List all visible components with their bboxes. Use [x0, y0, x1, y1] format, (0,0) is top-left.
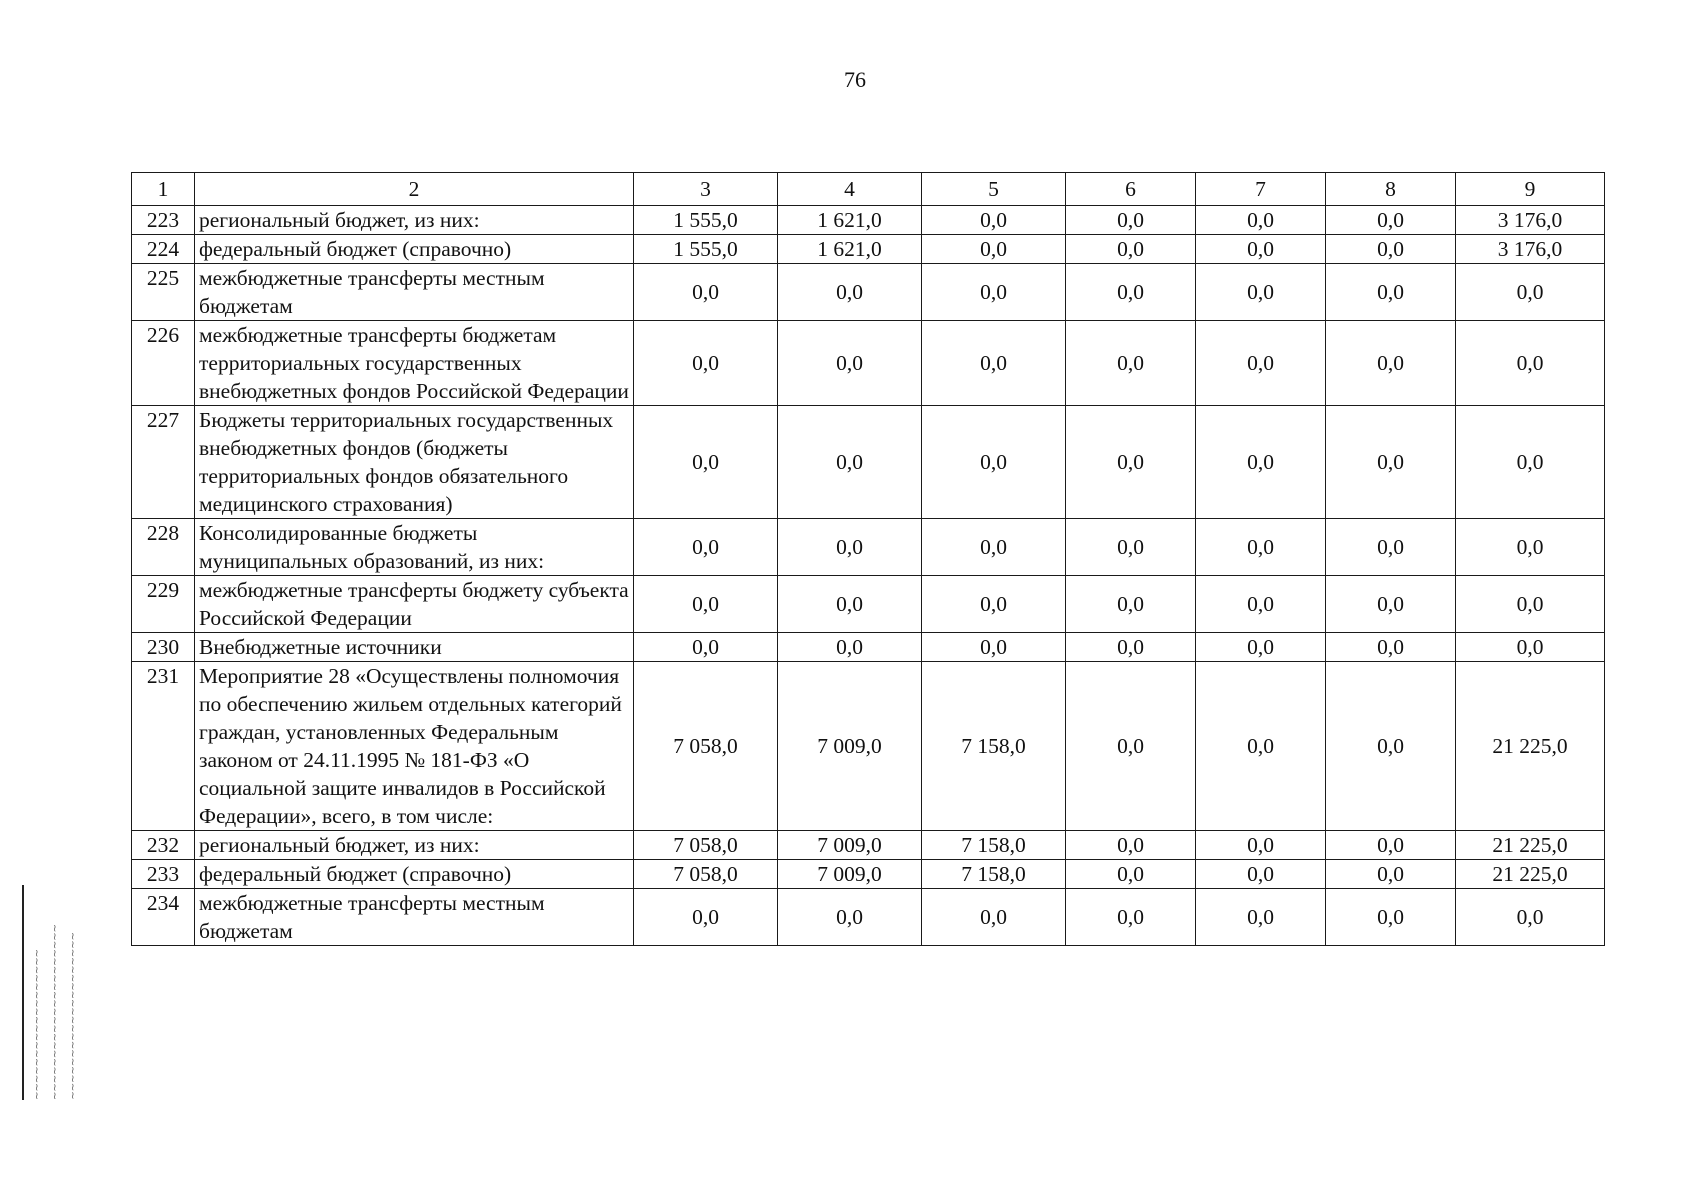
value-cell: 7 158,0 [922, 662, 1066, 831]
row-name-cell: федеральный бюджет (справочно) [195, 235, 634, 264]
value-cell: 0,0 [1196, 406, 1326, 519]
row-name-cell: межбюджетные трансферты бюджетам территориальных государственных внебюджетных фондов Российской Федерации [195, 321, 634, 406]
value-cell: 0,0 [778, 576, 922, 633]
table-header-row [132, 173, 1605, 206]
row-number-cell: 234 [132, 889, 195, 946]
value-cell: 0,0 [1196, 519, 1326, 576]
column-header: 6 [1066, 173, 1196, 206]
value-cell: 0,0 [1456, 633, 1605, 662]
value-cell: 0,0 [922, 406, 1066, 519]
value-cell: 0,0 [1326, 831, 1456, 860]
value-cell: 7 058,0 [634, 860, 778, 889]
value-cell: 0,0 [922, 321, 1066, 406]
value-cell: 0,0 [1196, 576, 1326, 633]
value-cell: 0,0 [1456, 264, 1605, 321]
table-row [132, 519, 1605, 576]
value-cell: 0,0 [1326, 662, 1456, 831]
value-cell: 0,0 [1456, 406, 1605, 519]
value-cell: 7 058,0 [634, 831, 778, 860]
value-cell: 0,0 [634, 633, 778, 662]
row-number-cell: 227 [132, 406, 195, 519]
table-row [132, 889, 1605, 946]
column-header: 1 [132, 173, 195, 206]
column-header: 9 [1456, 173, 1605, 206]
value-cell: 1 621,0 [778, 235, 922, 264]
row-name-cell: региональный бюджет, из них: [195, 831, 634, 860]
value-cell: 0,0 [1196, 662, 1326, 831]
value-cell: 0,0 [634, 406, 778, 519]
row-number-cell: 226 [132, 321, 195, 406]
row-name-cell: Бюджеты территориальных государственных внебюджетных фондов (бюджеты территориальных фондов обязательного медицинского страхования) [195, 406, 634, 519]
row-number-cell: 230 [132, 633, 195, 662]
value-cell: 0,0 [1196, 235, 1326, 264]
value-cell: 0,0 [1196, 206, 1326, 235]
value-cell: 0,0 [1196, 860, 1326, 889]
value-cell: 7 009,0 [778, 662, 922, 831]
table-row [132, 235, 1605, 264]
value-cell: 0,0 [778, 519, 922, 576]
row-name-cell: Консолидированные бюджеты муниципальных образований, из них: [195, 519, 634, 576]
value-cell: 1 621,0 [778, 206, 922, 235]
value-cell: 7 158,0 [922, 831, 1066, 860]
value-cell: 0,0 [1326, 321, 1456, 406]
table-row [132, 576, 1605, 633]
value-cell: 0,0 [922, 889, 1066, 946]
value-cell: 0,0 [1326, 576, 1456, 633]
value-cell: 3 176,0 [1456, 206, 1605, 235]
row-name-cell: межбюджетные трансферты местным бюджетам [195, 264, 634, 321]
value-cell: 0,0 [1196, 831, 1326, 860]
row-number-cell: 224 [132, 235, 195, 264]
value-cell: 21 225,0 [1456, 860, 1605, 889]
value-cell: 3 176,0 [1456, 235, 1605, 264]
row-name-cell: федеральный бюджет (справочно) [195, 860, 634, 889]
value-cell: 0,0 [634, 889, 778, 946]
row-number-cell: 231 [132, 662, 195, 831]
value-cell: 0,0 [1066, 519, 1196, 576]
table-row [132, 662, 1605, 831]
value-cell: 0,0 [778, 633, 922, 662]
value-cell: 0,0 [1456, 519, 1605, 576]
value-cell: 0,0 [1066, 321, 1196, 406]
value-cell: 7 009,0 [778, 831, 922, 860]
value-cell: 0,0 [778, 264, 922, 321]
value-cell: 0,0 [778, 406, 922, 519]
value-cell: 0,0 [1456, 321, 1605, 406]
value-cell: 0,0 [1326, 235, 1456, 264]
value-cell: 0,0 [922, 264, 1066, 321]
budget-table [131, 172, 1605, 946]
column-header: 2 [195, 173, 634, 206]
page-number: 76 [844, 67, 866, 92]
table-row [132, 406, 1605, 519]
stamp-frame [22, 885, 26, 1100]
column-header: 4 [778, 173, 922, 206]
row-name-cell: межбюджетные трансферты бюджету субъекта Российской Федерации [195, 576, 634, 633]
column-header: 7 [1196, 173, 1326, 206]
row-name-cell: межбюджетные трансферты местным бюджетам [195, 889, 634, 946]
value-cell: 0,0 [778, 321, 922, 406]
table-row [132, 860, 1605, 889]
value-cell: 0,0 [1066, 206, 1196, 235]
value-cell: 0,0 [634, 576, 778, 633]
value-cell: 0,0 [1326, 406, 1456, 519]
stamp-text-line: ~~~~~~~~~~~~~~~~~~~~~ [50, 924, 61, 1100]
value-cell: 0,0 [1066, 662, 1196, 831]
table-row [132, 206, 1605, 235]
table-row [132, 321, 1605, 406]
value-cell: 0,0 [922, 633, 1066, 662]
table-row [132, 264, 1605, 321]
row-name-cell: Внебюджетные источники [195, 633, 634, 662]
archive-stamp [18, 880, 102, 1100]
column-header: 5 [922, 173, 1066, 206]
stamp-text-line: ~~~~~~~~~~~~~~~~~~ [32, 949, 43, 1100]
value-cell: 7 009,0 [778, 860, 922, 889]
value-cell: 0,0 [922, 519, 1066, 576]
value-cell: 0,0 [1456, 889, 1605, 946]
value-cell: 7 158,0 [922, 860, 1066, 889]
row-number-cell: 232 [132, 831, 195, 860]
column-header: 3 [634, 173, 778, 206]
value-cell: 0,0 [1326, 519, 1456, 576]
value-cell: 1 555,0 [634, 206, 778, 235]
row-number-cell: 223 [132, 206, 195, 235]
value-cell: 0,0 [1326, 860, 1456, 889]
row-number-cell: 233 [132, 860, 195, 889]
value-cell: 0,0 [634, 264, 778, 321]
value-cell: 0,0 [1326, 633, 1456, 662]
value-cell: 0,0 [1326, 264, 1456, 321]
row-name-cell: Мероприятие 28 «Осуществлены полномочия по обеспечению жильем отдельных категорий граждан, установленных Федеральным законом от 24.11.1995 № 181-ФЗ «О социальной защите инвалидов в Российской Федерации», всего, в том числе: [195, 662, 634, 831]
value-cell: 7 058,0 [634, 662, 778, 831]
value-cell: 0,0 [634, 519, 778, 576]
value-cell: 0,0 [1326, 206, 1456, 235]
value-cell: 0,0 [778, 889, 922, 946]
value-cell: 0,0 [1066, 576, 1196, 633]
value-cell: 1 555,0 [634, 235, 778, 264]
value-cell: 0,0 [1196, 321, 1326, 406]
value-cell: 0,0 [1066, 831, 1196, 860]
table-row [132, 831, 1605, 860]
value-cell: 0,0 [634, 321, 778, 406]
value-cell: 0,0 [1196, 889, 1326, 946]
row-number-cell: 225 [132, 264, 195, 321]
table-row [132, 633, 1605, 662]
value-cell: 0,0 [1196, 633, 1326, 662]
value-cell: 0,0 [1066, 633, 1196, 662]
value-cell: 0,0 [1066, 889, 1196, 946]
value-cell: 0,0 [922, 235, 1066, 264]
row-name-cell: региональный бюджет, из них: [195, 206, 634, 235]
value-cell: 21 225,0 [1456, 831, 1605, 860]
value-cell: 0,0 [1066, 406, 1196, 519]
value-cell: 0,0 [1196, 264, 1326, 321]
value-cell: 0,0 [1326, 889, 1456, 946]
value-cell: 0,0 [1066, 264, 1196, 321]
value-cell: 0,0 [1066, 860, 1196, 889]
value-cell: 0,0 [1456, 576, 1605, 633]
row-number-cell: 229 [132, 576, 195, 633]
value-cell: 0,0 [922, 576, 1066, 633]
value-cell: 21 225,0 [1456, 662, 1605, 831]
value-cell: 0,0 [922, 206, 1066, 235]
table-body [132, 206, 1605, 946]
row-number-cell: 228 [132, 519, 195, 576]
column-header: 8 [1326, 173, 1456, 206]
value-cell: 0,0 [1066, 235, 1196, 264]
stamp-text-line: ~~~~~~~~~~~~~~~~~~~~ [68, 932, 79, 1100]
